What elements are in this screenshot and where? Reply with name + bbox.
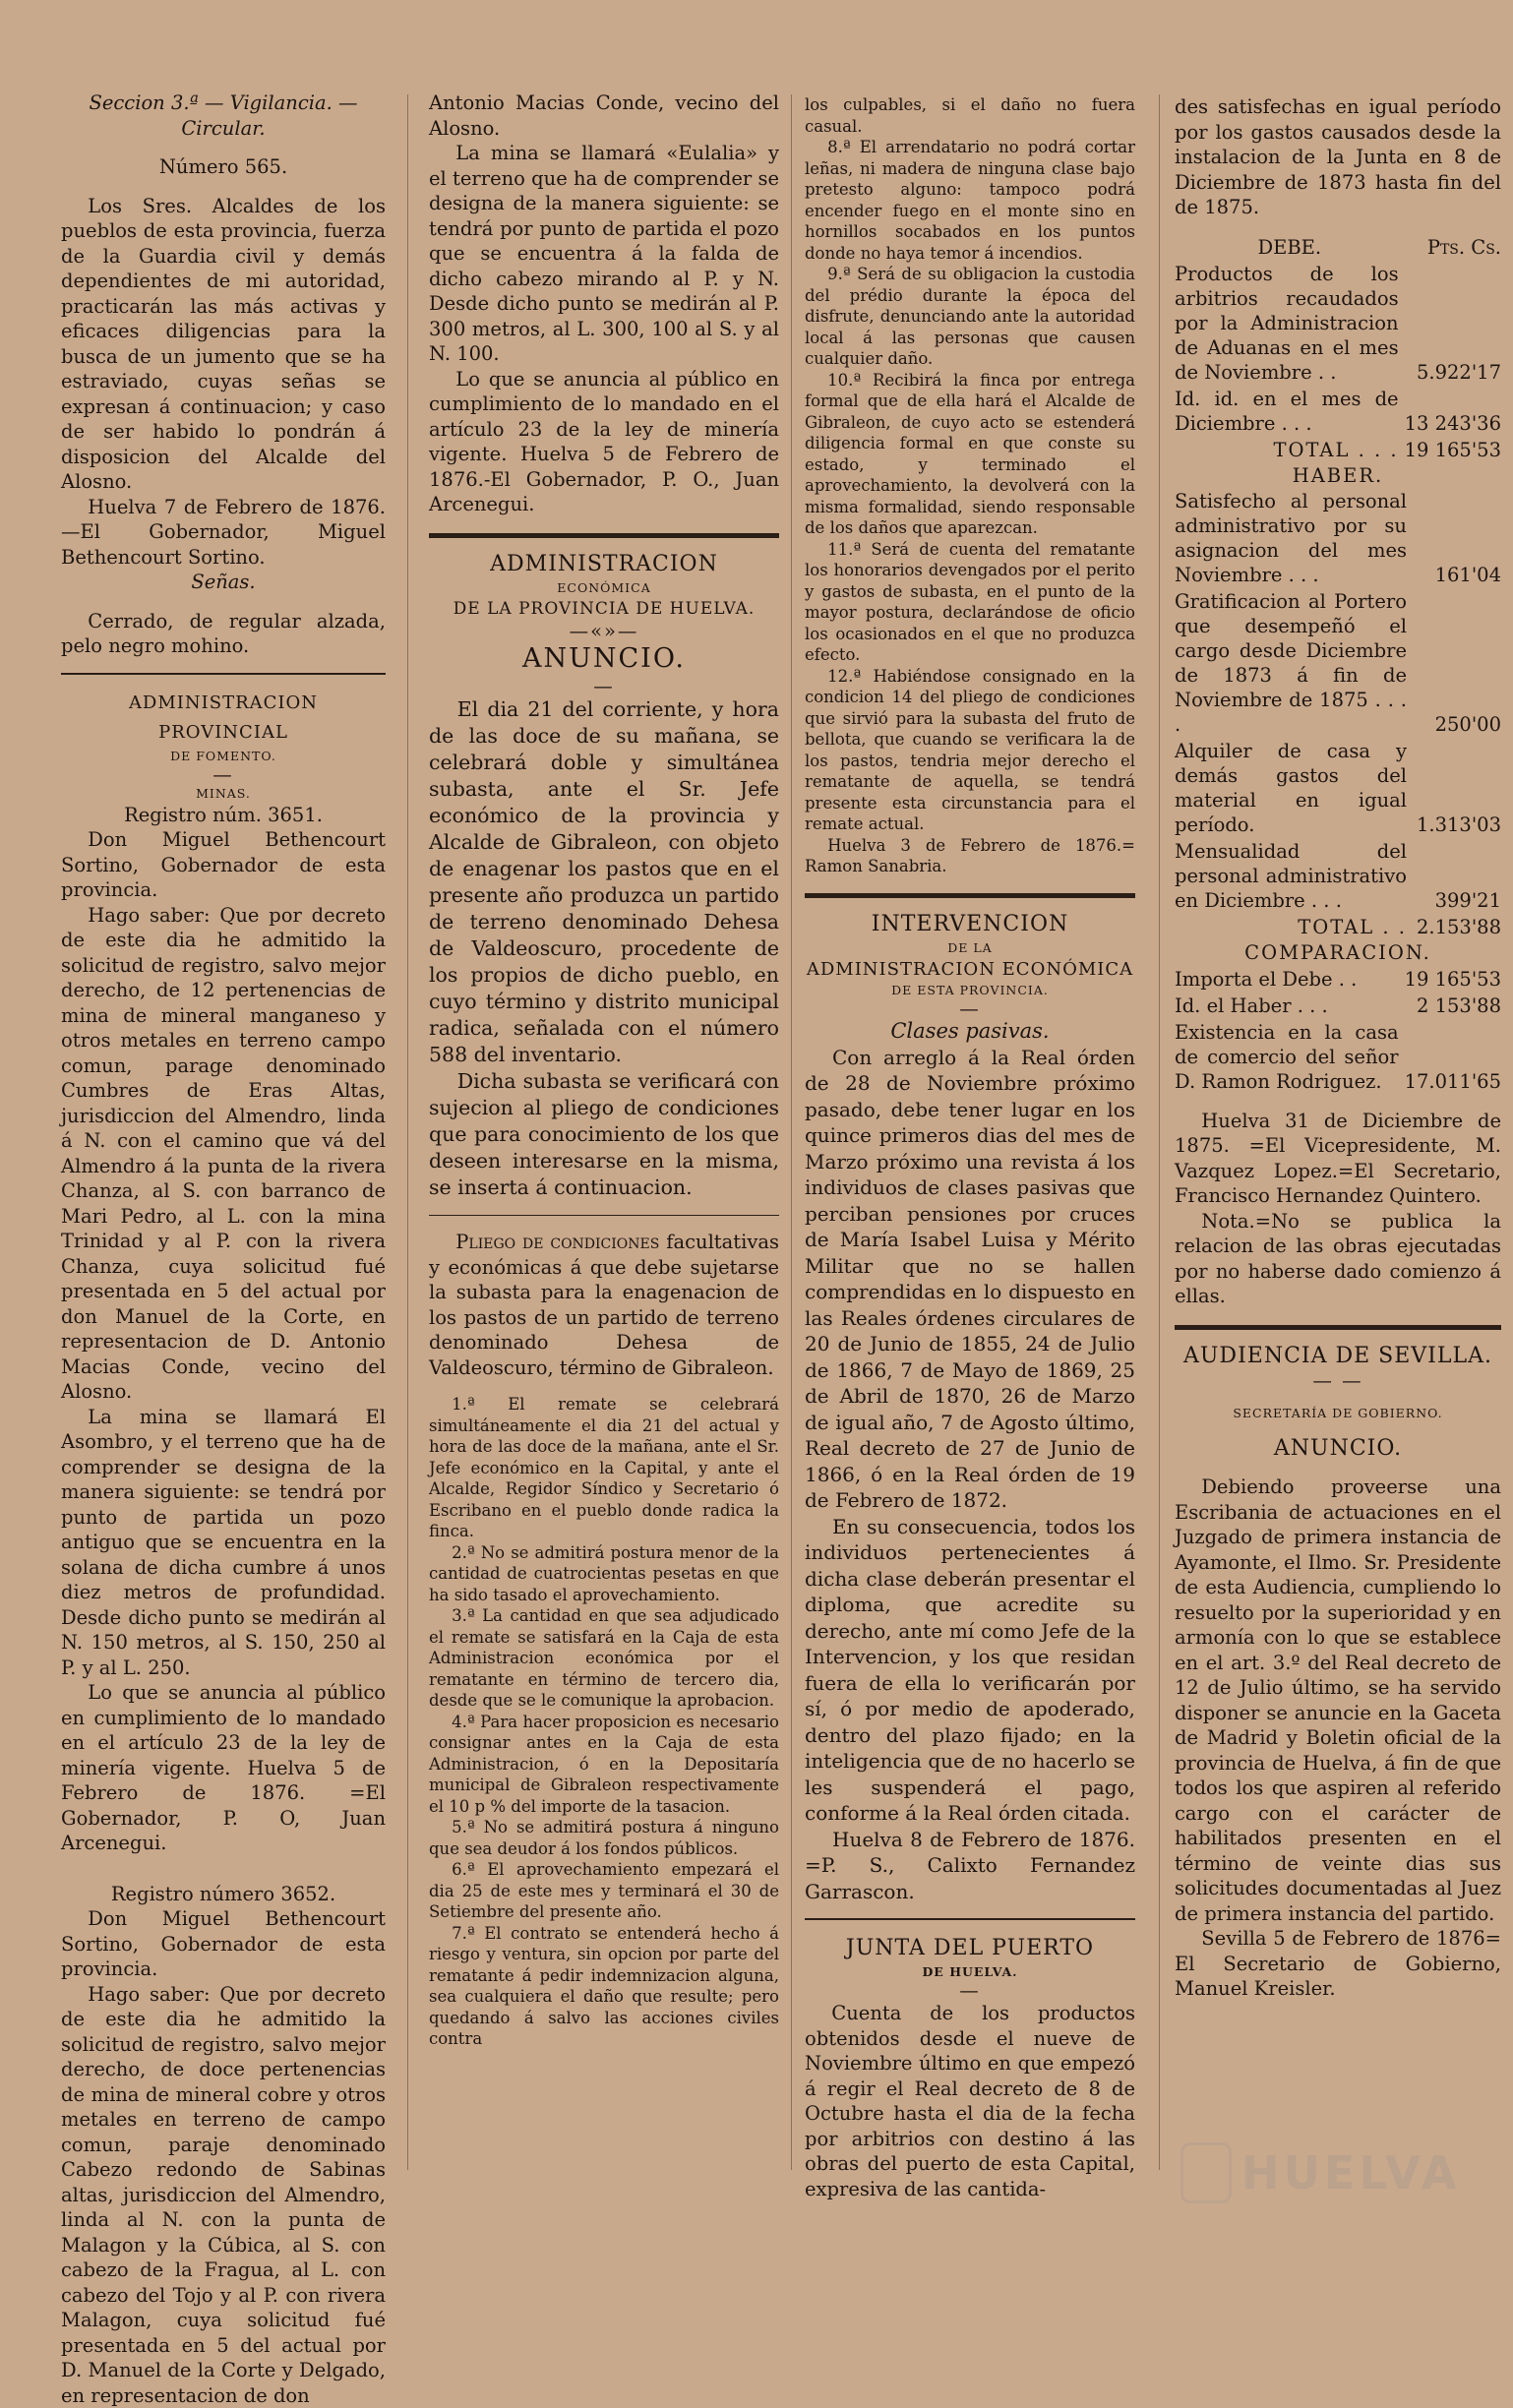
divider xyxy=(1175,1325,1501,1330)
haber-amount: 161'04 xyxy=(1413,488,1501,588)
admin-provincial-title: ADMINISTRACION PROVINCIAL xyxy=(61,689,386,748)
administracion-title: ADMINISTRACION xyxy=(429,550,779,579)
comparacion-heading: COMPARACION. xyxy=(1175,940,1501,966)
haber-label: Gratificacion al Portero que desempeñó el cargo desde Diciembre de 1873 á fin de Noviembre de 1875 . . . . xyxy=(1175,588,1413,738)
divider xyxy=(805,893,1135,898)
eulalia-mine: La mina se llamará «Eulalia» y el terreno que ha de comprender se designa de la manera siguiente: se tendrá por punto de partida el pozo que se encuentra á la falda de dicho cabezo mirando al P. y N. Desde dicho punto se medirán al P. 300 metros, al L. 300, 100 al S. y al N. 100. xyxy=(429,141,779,367)
comparacion-label: Importa el Debe . . xyxy=(1175,966,1405,993)
debe-label: Id. id. en el mes de Diciembre . . . xyxy=(1175,386,1405,437)
registro-3652-governor: Don Miguel Bethencourt Sortino, Gobernador de esta provincia. xyxy=(61,1906,386,1982)
debe-heading: DEBE. xyxy=(1175,234,1405,261)
vigilancia-number: Número 565. xyxy=(61,154,386,180)
comparacion-label: Id. el Haber . . . xyxy=(1175,993,1405,1019)
senas-title: Señas. xyxy=(61,570,386,595)
debe-row xyxy=(1175,261,1501,386)
anuncio-heading: ANUNCIO. xyxy=(429,641,779,677)
condition-4: 4.ª Para hacer proposicion es necesario consignar antes en la Caja de esta Administracion, ó en la Depositaría municipal de Gibraleon respectivamente el 10 p % del importe de la tasacion. xyxy=(429,1712,779,1818)
debe-table xyxy=(1175,234,1501,463)
intervencion-sub1: DE LA xyxy=(805,939,1135,957)
condition-1: 1.ª El remate se celebrará simultáneamente el dia 21 del actual y hora de las doce de la mañana, ante el Sr. Jefe económico en la Capital, y ante el Alcalde, Regidor Síndico y Secretario ó Escribano en el pueblo donde radica la finca. xyxy=(429,1394,779,1542)
divider xyxy=(805,1918,1135,1920)
haber-label: Satisfecho al personal administrativo por su asignacion del mes Noviembre . . . xyxy=(1175,488,1413,588)
audiencia-title: AUDIENCIA DE SEVILLA. xyxy=(1175,1342,1501,1371)
condition-5: 12.ª Habiéndose consignado en la condicion 14 del pliego de condiciones que sirvió para la subasta del fruto de bellota, que cuando se verificara la de los pastos, tendria mejor derecho el rematante de aquella, se tendrá presente esta circunstancia para el remate actual. xyxy=(805,666,1135,835)
audiencia-body: Debiendo proveerse una Escribania de actuaciones en el Juzgado de primera instancia de Ayamonte, el Ilmo. Sr. Presidente de esta Audiencia, cumpliendo lo resuelto por la superioridad y en armonía con lo que se establece en el art. 3.º del Real decreto de 12 de Julio último, se ha servido disponer se anuncie en la Gaceta de Madrid y Boletin oficial de la provincia de Huelva, á fin de que todos los que aspiren al referido cargo con el carácter de habilitados presenten en el término de veinte dias sus solicitudes documentadas al Juez de primera instancia del partido. xyxy=(1175,1475,1501,1926)
total-debe-label: TOTAL . . . xyxy=(1175,437,1405,463)
clases-pasivas: Clases pasivas. xyxy=(805,1019,1135,1045)
haber-row xyxy=(1175,588,1501,738)
condition-1: 8.ª El arrendatario no podrá cortar leñas, ni madera de ninguna clase bajo pretesto alguno: tampoco podrá encender fuego en el monte sino en hornillos socabados en los puntos donde no haya temor á incendios. xyxy=(805,137,1135,264)
total-haber: 2.153'88 xyxy=(1413,914,1501,940)
condition-3: 10.ª Recibirá la finca por entrega formal que de ella hará el Alcalde de Gibraleon, de cuyo acto se estenderá diligencia formal en que conste su estado, y terminado el aprovechamiento, la devolverá con la misma formalidad, siendo responsable de los daños que aparezcan. xyxy=(805,370,1135,539)
junta-note: Nota.=No se publica la relacion de las obras ejecutadas por no haberse dado comienzo á ellas. xyxy=(1175,1209,1501,1309)
intervencion-sub2: ADMINISTRACION ECONÓMICA xyxy=(805,957,1135,983)
admin-provincial-sub: DE FOMENTO. xyxy=(61,748,386,765)
registro-3651-body: Hago saber: Que por decreto de este dia he admitido la solicitud de registro, salvo mejor derecho, de 12 pertenencias de mina de mineral manganeso y otros metales en terreno campo comun, parage denominado Cumbres de Eras Altas, jurisdiccion del Almendro, linda á N. con el camino que vá del Almendro á la punta de la rivera Chanza, al S. con barranco de Mari Pedro, al L. con la mina Trinidad y al P. con la rivera Chanza, cuya solicitud fué presentada en 5 del actual por don Manuel de la Corte, en representacion de D. Antonio Macias Conde, vecino del Alosno. xyxy=(61,903,386,1405)
haber-label: Mensualidad del personal administrativo en Diciembre . . . xyxy=(1175,838,1413,914)
audiencia-signature: Sevilla 5 de Febrero de 1876= El Secretario de Gobierno, Manuel Kreisler. xyxy=(1175,1926,1501,2002)
condition-4: 11.ª Será de cuenta del rematante los honorarios devengados por el perito y gastos de subasta, en el punto de la mayor postura, declarándose de oficio los ocasionados en el que no produzca efecto. xyxy=(805,539,1135,666)
administracion-sub2: DE LA PROVINCIA DE HUELVA. xyxy=(429,597,779,623)
condition-2: 2.ª No se admitirá postura menor de la cantidad de cuatrocientas pesetas en que ha sido tasado el aprovechamiento. xyxy=(429,1542,779,1606)
debe-row xyxy=(1175,386,1501,437)
conditions-list-2 xyxy=(805,137,1135,835)
haber-row xyxy=(1175,838,1501,914)
subasta-body: El dia 21 del corriente, y hora de las doce de su mañana, se celebrará doble y simultánea subasta, ante el Sr. Jefe económico de la provincia y Alcalde de Gibraleon, con objeto de enagenar los pastos que en el presente año produzca un partido de terreno denominado Dehesa de Valdeoscuro, procedente de los propios de dicho pueblo, en cuyo término y distrito municipal radica, señalada con el número 588 del inventario. xyxy=(429,696,779,1068)
subasta-body2: Dicha subasta se verificará con sujecion al pliego de condiciones que para conocimiento de los que deseen interesarse en la misma, se inserta á continuacion. xyxy=(429,1068,779,1201)
comparacion-row xyxy=(1175,993,1501,1019)
intervencion-title: INTERVENCION xyxy=(805,910,1135,939)
comparacion-amount: 2 153'88 xyxy=(1405,993,1501,1019)
conditions-list-1 xyxy=(429,1394,779,2050)
clases-signature: Huelva 8 de Febrero de 1876. =P. S., Calixto Fernandez Garrascon. xyxy=(805,1827,1135,1905)
condition-5: 5.ª No se admitirá postura á ninguno que sea deudor á los fondos públicos. xyxy=(429,1817,779,1859)
eulalia-notice: Lo que se anuncia al público en cumplimiento de lo mandado en el artículo 23 de la ley de minería vigente. Huelva 5 de Febrero de 1876.-El Gobernador, P. O., Juan Arcenegui. xyxy=(429,367,779,517)
condition-2: 9.ª Será de su obligacion la custodia del prédio durante la época del disfrute, denunciando ante la autoridad local á las personas que causen cualquier daño. xyxy=(805,264,1135,370)
haber-amount: 399'21 xyxy=(1413,838,1501,914)
registro-3651-title: Registro núm. 3651. xyxy=(61,803,386,828)
intervencion-sub3: DE ESTA PROVINCIA. xyxy=(805,982,1135,999)
column-3: los culpables, si el daño no fuera casual. 8.ª El arrendatario no podrá cortar leñas, ni madera de ninguna clase bajo pretesto alguno: tampoco podrá encender fuego en el monte sino en hornillos socabados en los puntos donde no haya temor á incendios. 9.ª Será de su obligacion la custodia del prédio durante la época del disfrute, denunciando ante la autoridad local á las personas que causen cualquier daño. 10.ª Recibirá la finca por entrega formal que de ella hará el Alcalde de Gibraleon, de cuyo acto se estenderá diligencia formal en que conste su estado, y terminado el aprovechamiento, la devolverá con la misma formalidad, siendo responsable de los daños que aparezcan. 11.ª Será de cuenta del rematante los honorarios devengados por el perito y gastos de subasta, en el punto de la mayor postura, declarándose de oficio los ocasionados en el que no produzca efecto. 12.ª Habiéndose consignado en la condicion 14 del pliego de condiciones que sirvió para la subasta del fruto de bellota, que cuando se verificara la de los pastos, tendria mejor derecho el rematante de aquella, se tendrá presente esta circunstancia para el remate actual. Huelva 3 de Febrero de 1876.= Ramon Sanabria. INTERVENCION DE LA ADMINISTRACION ECONÓMICA DE ESTA PROVINCIA. — Clases pasivas. Con arreglo á la Real órden de 28 de Noviembre próximo pasado, debe tener lugar en los quince primeros dias del mes de Marzo próximo una revista á los individuos de clases pasivas que perciban pensiones por cruces de María Isabel Luisa y Mérito Militar que no se hallen comprendidas en lo dispuesto en las Reales órdenes circulares de 20 de Junio de 1855, 24 de Julio de 1866, 7 de Mayo de 1869, 25 de Abril de 1870, 26 de Marzo de igual año, 7 de Agosto último, Real decreto de 27 de Junio de 1866, ó en la Real órden de 19 de Febrero de 1872. En su consecuencia, todos los individuos pertenecientes á dicha clase deberán presentar el diploma, que acredite su derecho, ante mí como Jefe de la Intervencion, y los que residan fuera de ella lo verificarán por sí, ó por medio de apoderado, dentro del plazo fijado; en la inteligencia que de no hacerlo se les suspenderá el pago, conforme á la Real órden citada. Huelva 8 de Febrero de 1876. =P. S., Calixto Fernandez Garrascon. JUNTA DEL PUERTO DE HUELVA. — Cuenta de los productos obtenidos desde el nueve de Noviembre último en que empezó á regir el Real decreto de 8 de Octubre hasta el dia de la fecha por arbitrios con destino á las obras del puerto de esta Capital, expresiva de las cantida- xyxy=(805,94,1135,2201)
clases-body: Con arreglo á la Real órden de 28 de Noviembre próximo pasado, debe tener lugar en los quince primeros dias del mes de Marzo próximo una revista á los individuos de clases pasivas que perciban pensiones por cruces de María Isabel Luisa y Mérito Militar que no se hallen comprendidas en lo dispuesto en las Reales órdenes circulares de 20 de Junio de 1855, 24 de Julio de 1866, 7 de Mayo de 1869, 25 de Abril de 1870, 26 de Marzo de igual año, 7 de Agosto último, Real decreto de 27 de Junio de 1866, ó en la Real órden de 19 de Febrero de 1872. xyxy=(805,1045,1135,1514)
column-2: Antonio Macias Conde, vecino del Alosno. La mina se llamará «Eulalia» y el terreno que ha de comprender se designa de la manera siguiente: se tendrá por punto de partida el pozo que se encuentra á la falda de dicho cabezo mirando al P. y N. Desde dicho punto se medirán al P. 300 metros, al L. 300, 100 al S. y al N. 100. Lo que se anuncia al público en cumplimiento de lo mandado en el artículo 23 de la ley de minería vigente. Huelva 5 de Febrero de 1876.-El Gobernador, P. O., Juan Arcenegui. ADMINISTRACION ECONÓMICA DE LA PROVINCIA DE HUELVA. —«»— ANUNCIO. — El dia 21 del corriente, y hora de las doce de su mañana, se celebrará doble y simultánea subasta, ante el Sr. Jefe económico de la provincia y Alcalde de Gibraleon, con objeto de enagenar los pastos que en el presente año produzca un partido de terreno denominado Dehesa de Valdeoscuro, procedente de los propios de dicho pueblo, en cuyo término y distrito municipal radica, señalada con el número 588 del inventario. Dicha subasta se verificará con sujecion al pliego de condiciones que para conocimiento de los que deseen interesarse en la misma, se inserta á continuacion. Pliego de condiciones facultativas y económicas á que debe sujetarse la subasta para la enagenacion de los pastos de un partido de terreno denominado Dehesa de Valdeoscuro, término de Gibraleon. 1.ª El remate se celebrará simultáneamente el dia 21 del actual y hora de las doce de la mañana, ante el Sr. Jefe económico en la Capital, y ante el Alcalde, Regidor Síndico y Secretario ó Escribano en el pueblo donde radica la finca. 2.ª No se admitirá postura menor de la cantidad de cuatrocientas pesetas en que ha sido tasado el aprovechamiento. 3.ª La cantidad en que sea adjudicado el remate se satisfará en la Caja de esta Administracion económica por el rematante en término de tercero dia, desde que se le comunique la aprobacion. 4.ª Para hacer proposicion es necesario consignar antes en la Caja de esta Administracion, ó en la Depositaría municipal de Gibraleon respectivamente el 10 p % del importe de la tasacion. 5.ª No se admitirá postura á ninguno que sea deudor á los fondos públicos. 6.ª El aprovechamiento empezará el dia 25 de este mes y terminará el 30 de Setiembre del presente año. 7.ª El contrato se entenderá hecho á riesgo y ventura, sin opcion por parte del rematante á pedir indemnizacion alguna, sea cualquiera el daño que resulte; pero quedando á salvo las acciones civiles contra xyxy=(429,90,779,2050)
column-4: des satisfechas en igual período por los gastos causados desde la instalacion de la Junta en 8 de Diciembre de 1873 hasta fin del de 1875. DEBE. Pts. Cs. Productos de los arbitrios recaudados por la Administracion de Aduanas en el mes de Noviembre . . 5.922'17 Id. id. en el mes de Diciembre . . . 13 243'36 TOTAL . . . 19 165'53 HABER. Satisfecho al personal administrativo por su asignacion del mes Noviembre . . . 161'04 Gratificacion al Portero que desempeñó el cargo desde Diciembre de 1873 á fin de Noviembre de 1875 . . . . 250'00 Alquiler de casa y demás gastos del material en igual período. 1.313'03 Mensualidad del personal administrativo en Diciembre . . . 399'21 TOTAL . . 2.153'88 COMPARACION. Importa el Debe . . 19 165'53 Id. el Haber . . . 2 153'88 Existencia en la casa de comercio del señor D. Ramon Rodriguez. 17.011'65 Huelva 31 de Diciembre de 1875. =El Vicepresidente, M. Vazquez Lopez.=El Secretario, Francisco Hernandez Quintero. Nota.=No se publica la relacion de las obras ejecutadas por no haberse dado comienzo á ellas. AUDIENCIA DE SEVILLA. — — SECRETARÍA DE GOBIERNO. ANUNCIO. Debiendo proveerse una Escribania de actuaciones en el Juzgado de primera instancia de Ayamonte, el Ilmo. Sr. Presidente de esta Audiencia, cumpliendo lo resuelto por la superioridad y en armonía con lo que se establece en el art. 3.º del Real decreto de 12 de Julio último, se ha servido disponer se anuncie en la Gaceta de Madrid y Boletin oficial de la provincia de Huelva, á fin de que todos los que aspiren al referido cargo con el carácter de habilitados presenten en el término de veinte dias sus solicitudes documentadas al Juez de primera instancia del partido. Sevilla 5 de Febrero de 1876= El Secretario de Gobierno, Manuel Kreisler. xyxy=(1175,94,1501,2002)
haber-amount: 1.313'03 xyxy=(1413,738,1501,838)
divider xyxy=(429,533,779,538)
registro-3651-governor: Don Miguel Bethencourt Sortino, Gobernador de esta provincia. xyxy=(61,827,386,903)
debe-amount: 5.922'17 xyxy=(1405,261,1501,386)
haber-row xyxy=(1175,488,1501,588)
divider xyxy=(61,673,386,675)
pts-heading: Pts. Cs. xyxy=(1405,234,1501,261)
senas-text: Cerrado, de regular alzada, pelo negro mohino. xyxy=(61,609,386,659)
column-1: Seccion 3.ª — Vigilancia. — Circular. Número 565. Los Sres. Alcaldes de los pueblos de esta provincia, fuerza de la Guardia civil y demás dependientes de mi autoridad, practicarán las más activas y eficaces diligencias para la busca de un jumento que se ha estraviado, cuyas señas se expresan á continuacion; y caso de ser habido lo pondrán á disposicion del Alcalde del Alosno. Huelva 7 de Febrero de 1876. —El Gobernador, Miguel Bethencourt Sortino. Señas. Cerrado, de regular alzada, pelo negro mohino. ADMINISTRACION PROVINCIAL DE FOMENTO. — MINAS. Registro núm. 3651. Don Miguel Bethencourt Sortino, Gobernador de esta provincia. Hago saber: Que por decreto de este dia he admitido la solicitud de registro, salvo mejor derecho, de 12 pertenencias de mina de mineral manganeso y otros metales en terreno campo comun, parage denominado Cumbres de Eras Altas, jurisdiccion del Almendro, linda á N. con el camino que vá del Almendro á la punta de la rivera Chanza, al S. con barranco de Mari Pedro, al L. con la mina Trinidad y al P. con la rivera Chanza, cuya solicitud fué presentada en 5 del actual por don Manuel de la Corte, en representacion de D. Antonio Macias Conde, vecino del Alosno. La mina se llamará El Asombro, y el terreno que ha de comprender se designa de la manera siguiente: se tendrá por punto de partida un pozo antiguo que se encuentra en la solana de dicha cumbre á unos diez metros de profundidad. Desde dicho punto se medirán al N. 150 metros, al S. 150, 250 al P. y al L. 250. Lo que se anuncia al público en cumplimiento de lo mandado en el artículo 23 de la ley de minería vigente. Huelva 5 de Febrero de 1876. =El Gobernador, P. O, Juan Arcenegui. Registro número 3652. Don Miguel Bethencourt Sortino, Gobernador de esta provincia. Hago saber: Que por decreto de este dia he admitido la solicitud de registro, salvo mejor derecho, de doce pertenencias de mina de mineral cobre y otros metales en terreno de campo comun, paraje denominado Cabezo redondo de Sabinas altas, jurisdiccion del Almendro, linda al N. con la punta de Malagon y la Cúbica, al S. con cabezo de la Fragua, al L. con cabezo del Tojo y al P. con rivera Malagon, cuya solicitud fué presentada en 5 del actual por D. Manuel de la Corte y Delgado, en representacion de don xyxy=(61,90,386,2408)
junta-body: Cuenta de los productos obtenidos desde el nueve de Noviembre último en que empezó á regir el Real decreto de 8 de Octubre hasta el dia de la fecha por arbitrios con destino á las obras del puerto de esta Capital, expresiva de las cantida- xyxy=(805,2001,1135,2201)
registro-3652-title: Registro número 3652. xyxy=(61,1882,386,1907)
comparacion-amount: 19 165'53 xyxy=(1405,966,1501,993)
clases-body2: En su consecuencia, todos los individuos pertenecientes á dicha clase deberán presentar el diploma, que acredite su derecho, ante mí como Jefe de la Intervencion, y los que residan fuera de ella lo verificarán por sí, ó por medio de apoderado, dentro del plazo fijado; en la inteligencia que de no hacerlo se les suspenderá el pago, conforme á la Real órden citada. xyxy=(805,1514,1135,1827)
junta-sub: DE HUELVA. xyxy=(805,1963,1135,1981)
haber-heading: HABER. xyxy=(1175,463,1501,489)
ornament: —«»— xyxy=(429,622,779,641)
archive-seal-icon xyxy=(1180,2142,1232,2203)
junta-continued: des satisfechas en igual período por los gastos causados desde la instalacion de la Junta en 8 de Diciembre de 1873 hasta fin del de 1875. xyxy=(1175,94,1501,220)
administracion-sub1: ECONÓMICA xyxy=(429,579,779,597)
conditions-continued: los culpables, si el daño no fuera casual. xyxy=(805,94,1135,137)
haber-table xyxy=(1175,488,1501,940)
archive-watermark: HUELVA xyxy=(1241,2146,1460,2199)
condition-7: 7.ª El contrato se entenderá hecho á riesgo y ventura, sin opcion por parte del rematante á pedir indemnizacion alguna, sea cualquiera el daño que resulte; pero quedando á salvo las acciones civiles contra xyxy=(429,1923,779,2050)
conditions-signature: Huelva 3 de Febrero de 1876.= Ramon Sanabria. xyxy=(805,835,1135,877)
registro-3652-body: Hago saber: Que por decreto de este dia he admitido la solicitud de registro, salvo mejor derecho, de doce pertenencias de mina de mineral cobre y otros metales en terreno de campo comun, paraje denominado Cabezo redondo de Sabinas altas, jurisdiccion del Almendro, linda al N. con la punta de Malagon y la Cúbica, al S. con cabezo de la Fragua, al L. con cabezo del Tojo y al P. con rivera Malagon, cuya solicitud fué presentada en 5 del actual por D. Manuel de la Corte y Delgado, en representacion de don xyxy=(61,1982,386,2408)
condition-6: 6.ª El aprovechamiento empezará el dia 25 de este mes y terminará el 30 de Setiembre del presente año. xyxy=(429,1859,779,1923)
audiencia-anuncio: ANUNCIO. xyxy=(1175,1436,1501,1462)
total-haber-label: TOTAL . . xyxy=(1175,914,1413,940)
vigilancia-body: Los Sres. Alcaldes de los pueblos de esta provincia, fuerza de la Guardia civil y demás dependientes de mi autoridad, practicarán las más activas y eficaces diligencias para la busca de un jumento que se ha estraviado, cuyas señas se expresan á continuacion; y caso de ser habido lo pondrán á disposicion del Alcalde del Alosno. xyxy=(61,194,386,495)
vigilancia-signature: Huelva 7 de Febrero de 1876. —El Gobernador, Miguel Bethencourt Sortino. xyxy=(61,495,386,571)
registro-3651-mine: La mina se llamará El Asombro, y el terreno que ha de comprender se designa de la manera siguiente: se tendrá por punto de partida un pozo antiguo que se encuentra en la solana de dicha cumbre á unos diez metros de profundidad. Desde dicho punto se medirán al N. 150 metros, al S. 150, 250 al P. y al L. 250. xyxy=(61,1405,386,1681)
haber-amount: 250'00 xyxy=(1413,588,1501,738)
existencia-label: Existencia en la casa de comercio del señor D. Ramon Rodriguez. xyxy=(1175,1019,1405,1095)
debe-amount: 13 243'36 xyxy=(1405,386,1501,437)
comparacion-row xyxy=(1175,966,1501,993)
secretaria-heading: SECRETARÍA DE GOBIERNO. xyxy=(1175,1405,1501,1422)
junta-signature: Huelva 31 de Diciembre de 1875. =El Vicepresidente, M. Vazquez Lopez.=El Secretario, Francisco Hernandez Quintero. xyxy=(1175,1109,1501,1209)
haber-row xyxy=(1175,738,1501,838)
vigilancia-header: Seccion 3.ª — Vigilancia. — Circular. xyxy=(61,90,386,141)
minas-heading: MINAS. xyxy=(61,785,386,803)
registro-3652-continued: Antonio Macias Conde, vecino del Alosno. xyxy=(429,90,779,141)
haber-label: Alquiler de casa y demás gastos del material en igual período. xyxy=(1175,738,1413,838)
existencia-amount: 17.011'65 xyxy=(1405,1019,1501,1095)
debe-label: Productos de los arbitrios recaudados por la Administracion de Aduanas en el mes de Noviembre . . xyxy=(1175,261,1405,386)
pliego-text: facultativas y económicas á que debe sujetarse la subasta para la enagenacion de los pastos de un partido de terreno denominado Dehesa de Valdeoscuro, término de Gibraleon. xyxy=(429,1231,779,1379)
junta-title: JUNTA DEL PUERTO xyxy=(805,1934,1135,1963)
pliego-lead: Pliego de condiciones xyxy=(455,1231,659,1253)
registro-3651-notice: Lo que se anuncia al público en cumplimiento de lo mandado en el artículo 23 de la ley de minería vigente. Huelva 5 de Febrero de 1876. =El Gobernador, P. O, Juan Arcenegui. xyxy=(61,1680,386,1856)
condition-3: 3.ª La cantidad en que sea adjudicado el remate se satisfará en la Caja de esta Administracion económica por el rematante en término de tercero dia, desde que se le comunique la aprobacion. xyxy=(429,1605,779,1712)
comparacion-table xyxy=(1175,966,1501,1095)
total-debe: 19 165'53 xyxy=(1405,437,1501,463)
